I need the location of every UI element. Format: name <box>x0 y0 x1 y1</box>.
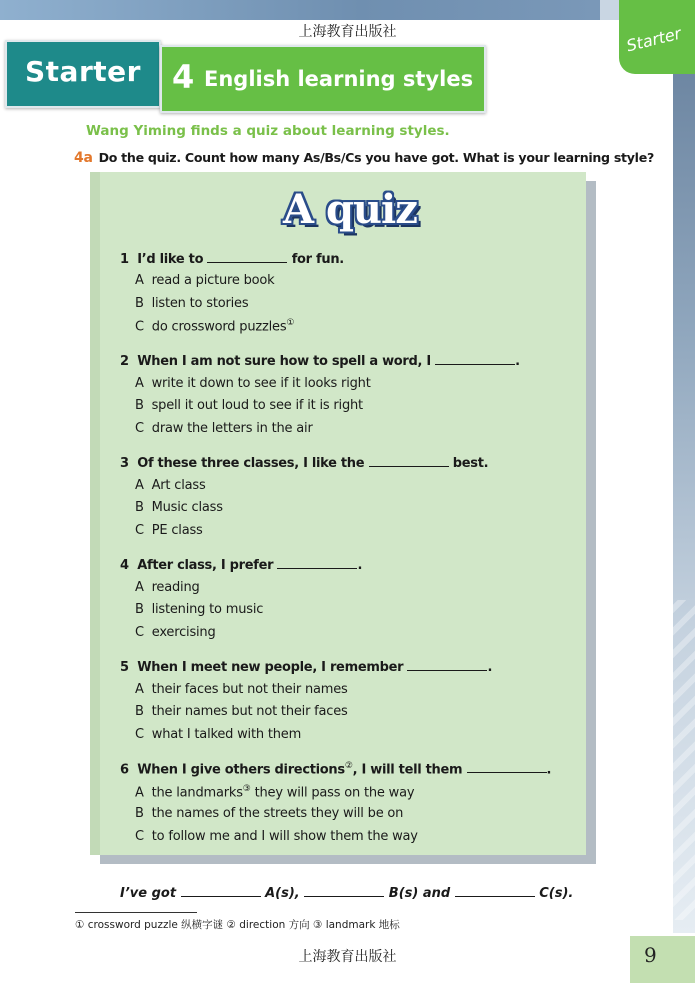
option-3a[interactable]: A Art class <box>135 478 206 493</box>
option-5c[interactable]: C what I talked with them <box>135 727 302 742</box>
unit-banner <box>5 40 161 108</box>
quiz-title: A quiz <box>283 186 417 233</box>
publisher-header: 上海教育出版社 <box>298 24 397 40</box>
answer-blank[interactable] <box>407 659 487 671</box>
option-5b[interactable]: B their names but not their faces <box>135 704 348 719</box>
task-tag: 4a <box>74 150 93 166</box>
score-line: I’ve got A(s), B(s) and C(s). <box>120 886 574 901</box>
option-4c[interactable]: C exercising <box>135 625 216 640</box>
intro-line: Wang Yiming finds a quiz about learning styles. <box>86 123 450 139</box>
option-3c[interactable]: C PE class <box>135 523 203 538</box>
page-number-box <box>630 936 695 983</box>
footnotes: ① crossword puzzle 纵横字谜 ② direction 方向 ③ landmark 地标 <box>75 919 400 931</box>
count-c-blank[interactable] <box>455 885 535 897</box>
lesson-number: 4 <box>172 58 195 96</box>
footnote-rule <box>75 912 197 913</box>
task-text: Do the quiz. Count how many As/Bs/Cs you have got. What is your learning style? <box>98 150 654 165</box>
option-2b[interactable]: B spell it out loud to see if it is right <box>135 398 363 413</box>
side-stripe-pattern <box>655 600 695 920</box>
option-2c[interactable]: C draw the letters in the air <box>135 421 313 436</box>
footnote-marker: ③ <box>242 784 251 794</box>
option-1a[interactable]: A read a picture book <box>135 273 275 288</box>
answer-blank[interactable] <box>435 353 515 365</box>
answer-blank[interactable] <box>369 455 449 467</box>
quiz-card-edge <box>90 172 100 855</box>
option-2a[interactable]: A write it down to see if it looks right <box>135 376 371 391</box>
count-b-blank[interactable] <box>304 885 384 897</box>
footnote-marker: ① <box>286 318 295 328</box>
option-6b[interactable]: B the names of the streets they will be on <box>135 806 404 821</box>
option-6c[interactable]: C to follow me and I will show them the way <box>135 829 418 844</box>
option-3b[interactable]: B Music class <box>135 500 223 515</box>
top-color-strip <box>0 0 600 20</box>
question-6: 6 When I give others directions②, I will tell them . <box>120 761 552 778</box>
starter-tab-label: Starter <box>624 23 683 56</box>
task-instruction <box>74 150 654 166</box>
answer-blank[interactable] <box>467 761 547 773</box>
unit-label: Starter <box>25 55 141 88</box>
option-5a[interactable]: A their faces but not their names <box>135 682 348 697</box>
question-5: 5 When I meet new people, I remember . <box>120 660 493 675</box>
count-a-blank[interactable] <box>181 885 261 897</box>
question-2: 2 When I am not sure how to spell a word, I . <box>120 354 520 369</box>
answer-blank[interactable] <box>277 557 357 569</box>
answer-blank[interactable] <box>207 251 287 263</box>
option-1c[interactable]: C do crossword puzzles① <box>135 318 295 335</box>
lesson-banner <box>160 45 486 113</box>
option-6a[interactable]: A the landmarks③ they will pass on the way <box>135 784 415 801</box>
footnote-marker: ② <box>344 761 353 771</box>
lesson-title: English learning styles <box>204 67 474 91</box>
option-4b[interactable]: B listening to music <box>135 602 264 617</box>
option-1b[interactable]: B listen to stories <box>135 296 249 311</box>
question-4: 4 After class, I prefer . <box>120 558 363 573</box>
option-4a[interactable]: A reading <box>135 580 200 595</box>
question-3: 3 Of these three classes, I like the best. <box>120 456 489 471</box>
page-number: 9 <box>644 943 657 967</box>
question-1: 1 I’d like to for fun. <box>120 252 344 267</box>
publisher-footer: 上海教育出版社 <box>298 949 397 965</box>
